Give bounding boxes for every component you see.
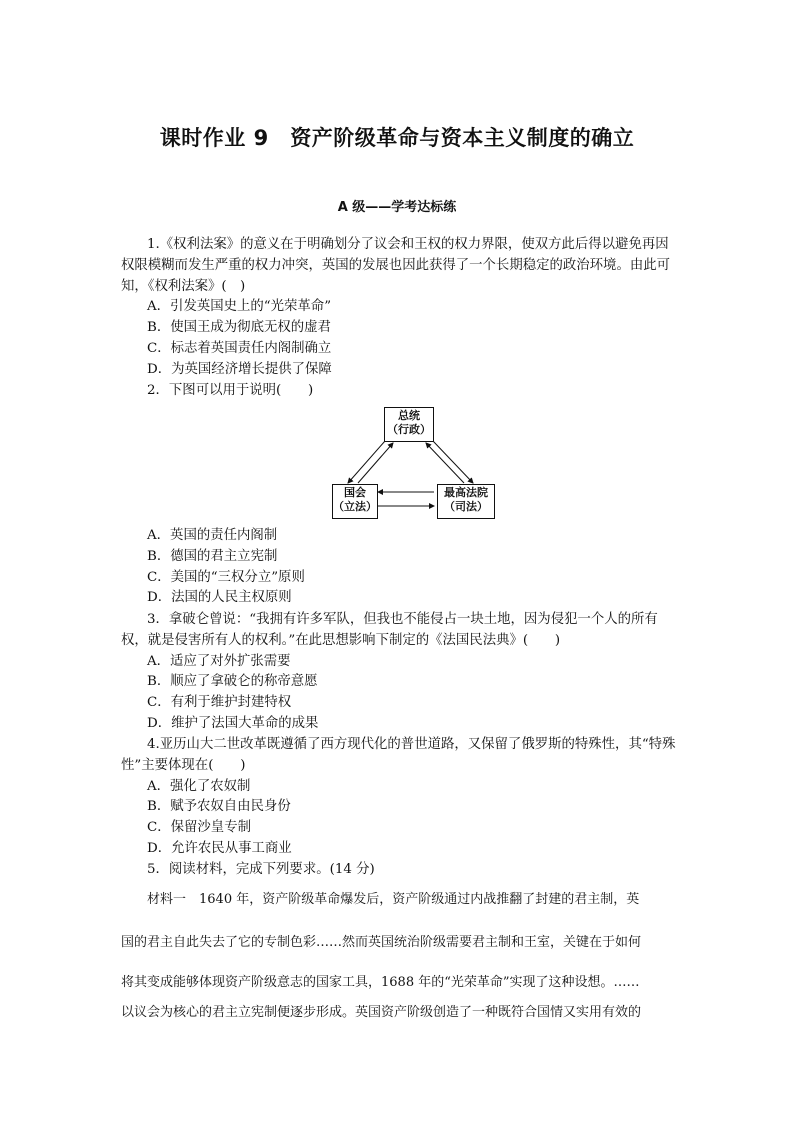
section-heading: A 级——学考达标练 (337, 200, 457, 215)
question-1-option-a: A．引发英国史上的“光荣革命” (147, 299, 332, 315)
arrow-congress-to-president (358, 443, 393, 483)
supreme-court-box (437, 484, 495, 519)
question-1-option-b: B．使国王成为彻底无权的虚君 (147, 320, 331, 336)
question-3-option-c: C．有利于维护封建特权 (147, 695, 292, 711)
question-2-option-d: D．法国的人民主权原则 (147, 590, 292, 606)
page-title: 课时作业 9 资产阶级革命与资本主义制度的确立 (159, 126, 635, 150)
question-4-option-a: A．强化了农奴制 (147, 778, 251, 794)
question-2-stem: 2．下图可以用于说明( ) (147, 383, 314, 398)
separation-of-powers-diagram (330, 407, 495, 519)
arrow-court-to-president (426, 443, 464, 483)
material-line-2: 国的君主自此失去了它的专制色彩……然而英国统治阶级需要君主制和王室，关键在于如何 (121, 935, 642, 950)
question-4-option-b: B．赋予农奴自由民身份 (147, 799, 291, 815)
question-3-option-a: A．适应了对外扩张需要 (147, 653, 291, 669)
question-5-stem: 5．阅读材料，完成下列要求。(14 分) (147, 861, 375, 877)
question-2-option-b: B．德国的君主立宪制 (147, 548, 278, 564)
question-2-option-c: C．美国的“三权分立”原则 (147, 569, 305, 585)
arrow-president-to-congress (348, 441, 385, 483)
material-line-3: 将其变成能够体现资产阶级意志的国家工具，1688 年的“光荣革命”实现了这种设想。…… (121, 975, 640, 990)
material-line-1: 材料一 1640 年，资产阶级革命爆发后，资产阶级通过内战推翻了封建的君主制，英 (147, 892, 640, 907)
president-box (384, 407, 434, 442)
question-3 (121, 610, 676, 735)
legislative-label: （立法） (333, 500, 377, 513)
president-label: 总统 (398, 409, 420, 422)
question-4-stem: 4.亚历山大二世改革既遵循了西方现代化的普世道路，又保留了俄罗斯的特殊性，其“特殊性”主要体现在( ) (121, 737, 676, 773)
question-4-option-d: D．允许农民从事工商业 (147, 840, 292, 856)
question-3-option-b: B．顺应了拿破仑的称帝意愿 (147, 674, 318, 690)
material-line-4: 以议会为核心的君主立宪制便逐步形成。英国资产阶级创造了一种既符合国情又实用有效的 (121, 1005, 642, 1020)
supreme-court-label: 最高法院 (444, 486, 488, 499)
question-1 (121, 235, 676, 381)
congress-box (332, 484, 378, 519)
question-3-option-d: D．维护了法国大革命的成果 (147, 715, 319, 731)
congress-label: 国会 (344, 486, 366, 499)
question-1-option-c: C．标志着英国责任内阁制确立 (147, 340, 332, 356)
question-2 (121, 381, 676, 402)
judicial-label: （司法） (444, 500, 488, 513)
question-3-stem: 3．拿破仑曾说：“我拥有许多军队，但我也不能侵占一块土地，因为侵犯一个人的所有权，就是侵害所有人的权利。”在此思想影响下制定的《法国民法典》( ) (121, 612, 658, 648)
question-2-option-a: A．英国的责任内阁制 (147, 528, 278, 543)
question-1-option-d: D．为英国经济增长提供了保障 (147, 361, 332, 377)
executive-label: （行政） (387, 423, 431, 436)
question-4 (121, 735, 676, 881)
question-4-option-c: C．保留沙皇专制 (147, 820, 251, 836)
arrow-president-to-court (433, 441, 473, 483)
question-2-options (121, 526, 676, 609)
question-1-stem: 1.《权利法案》的意义在于明确划分了议会和王权的权力界限，使双方此后得以避免再因权限模糊而发生严重的权力冲突，英国的发展也因此获得了一个长期稳定的政治环境。由此可知，《权利法案》( ) (121, 237, 671, 294)
